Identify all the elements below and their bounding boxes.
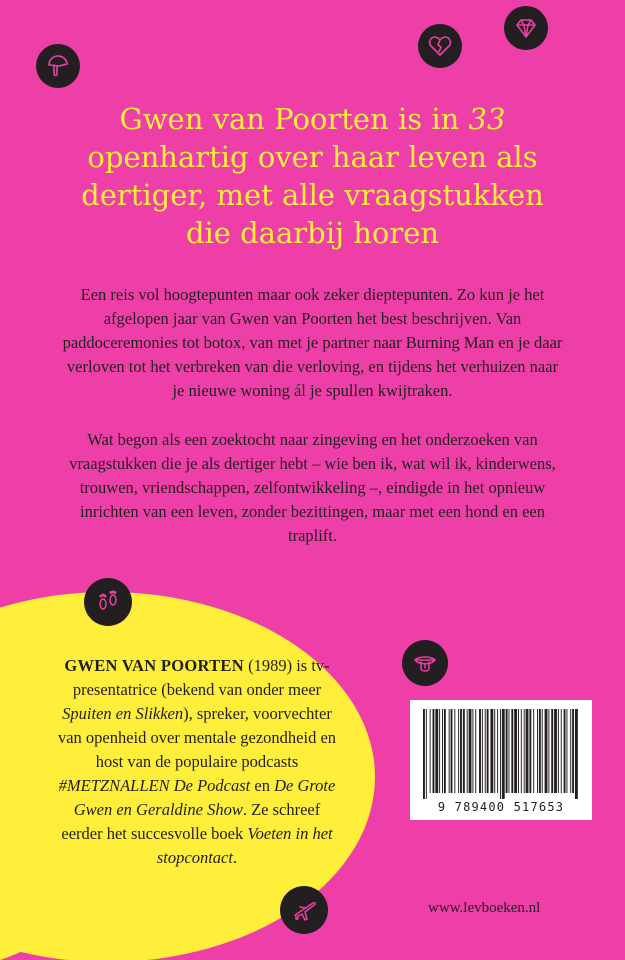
author-name: GWEN VAN POORTEN <box>64 656 244 675</box>
barcode-bar <box>482 709 483 793</box>
barcode-bar <box>572 709 574 793</box>
airplane-icon <box>280 886 328 934</box>
barcode-bar <box>485 709 486 793</box>
mouth-tongue-icon <box>402 640 448 686</box>
barcode-bar <box>502 709 505 799</box>
author-bio <box>52 654 342 870</box>
blurb-paragraph-1: Een reis vol hoogtepunten maar ook zeker dieptepunten. Zo kun je het afgelopen jaar van Gwen van Poorten het best beschrijven. Van paddoceremonies tot botox, van met je partner naar Burning Man en je daar verloven tot het verbreken van die verloving, en tijdens het verhuizen naar je nieuwe woning ál je spullen kwijtraken. <box>62 285 563 400</box>
barcode-bar <box>472 709 473 793</box>
barcode-bar <box>442 709 443 793</box>
barcode-bar <box>444 709 446 793</box>
diamond-icon <box>504 6 548 50</box>
bio-text: . Ze schreef eerder het succesvolle boek <box>61 800 321 843</box>
mushroom-icon <box>36 44 80 88</box>
barcode-bar <box>494 709 495 793</box>
speech-bubble-tail <box>0 860 120 960</box>
barcode-bar <box>475 709 476 793</box>
barcode-bar <box>533 709 534 793</box>
barcode-bar <box>463 709 465 793</box>
barcode-bar <box>551 709 553 793</box>
broken-heart-icon <box>418 24 462 68</box>
barcode-bar <box>539 709 541 793</box>
barcode-bar <box>509 709 510 793</box>
barcode-bar <box>548 709 549 793</box>
barcode-bar <box>542 709 543 793</box>
bio-title-grote-gwen-show: De Grote Gwen en Geraldine Show <box>73 776 336 819</box>
barcode-bar <box>439 709 440 793</box>
headline-italic-number: 33 <box>468 102 506 136</box>
barcode-bar <box>524 709 525 793</box>
barcode-bar <box>518 709 519 793</box>
barcode-bar <box>514 709 517 793</box>
barcode-bar <box>564 709 566 793</box>
bio-title-metznallen-podcast: #METZNALLEN De Podcast <box>58 776 251 795</box>
headline <box>60 100 565 252</box>
barcode-bar <box>423 709 425 799</box>
bio-text: . <box>232 848 238 867</box>
bio-text: is tv-presentatrice (bekend van onder meer <box>72 656 330 699</box>
barcode-bar <box>469 709 472 793</box>
barcode-bar <box>558 709 559 793</box>
barcode-bar <box>490 709 493 793</box>
barcode-bar <box>467 709 468 793</box>
barcode-bar <box>521 709 522 793</box>
barcode-bar <box>570 709 571 793</box>
bio-title-spuiten-en-slikken: Spuiten en Slikken <box>62 704 184 723</box>
barcode-bar <box>433 709 435 793</box>
headline-line: dertiger, met alle vraagstukken <box>81 178 544 212</box>
isbn-number: 9 789400 517653 <box>437 800 565 814</box>
footprints-icon <box>84 578 132 626</box>
barcode-bar <box>566 709 567 793</box>
barcode-bar <box>454 709 455 793</box>
publisher-website: www.levboeken.nl <box>428 900 541 916</box>
barcode-bar <box>511 709 513 793</box>
barcode-bar <box>487 709 489 793</box>
barcode-bar <box>526 709 529 793</box>
barcode-bar <box>554 709 557 793</box>
barcode-bar <box>451 709 453 793</box>
headline-line: die daarbij horen <box>185 216 440 250</box>
barcode <box>410 700 592 820</box>
barcode-bar <box>449 709 450 793</box>
barcode-bar <box>479 709 481 793</box>
barcode-bars <box>421 709 581 799</box>
barcode-bar <box>545 709 548 793</box>
barcode-bar <box>537 709 538 793</box>
bio-title-voeten-in-het-stopcontact: Voeten in het stopcontact <box>156 824 333 867</box>
blurb-paragraph-2: Wat begon als een zoektocht naar zingeving en het onderzoeken van vraagstukken die je als dertiger hebt – wie ben ik, wat wil ik, kinderwens, trouwen, vriendschappen, zelfontwikkeling –, eindigde in het opnieuw inrichten van een leven, zonder bezittingen, maar met een hond en een traplift. <box>69 430 556 545</box>
barcode-bar <box>500 709 501 799</box>
barcode-bar <box>460 709 462 793</box>
barcode-bar <box>458 709 459 793</box>
bio-text: ), spreker, voorvechter van openheid over mentale gezondheid en host van de populaire podcasts <box>57 704 337 771</box>
headline-line: openhartig over haar leven als <box>87 140 538 174</box>
author-birth-year: (1989) <box>243 656 293 675</box>
barcode-bar <box>561 709 562 793</box>
bio-text: en <box>250 776 275 795</box>
barcode-bar <box>575 709 578 799</box>
barcode-bar <box>497 709 498 793</box>
barcode-bar <box>426 709 427 799</box>
barcode-bar <box>529 709 531 793</box>
barcode-bar <box>506 709 508 793</box>
barcode-bar <box>435 709 438 793</box>
headline-line: Gwen van Poorten is in <box>119 102 469 136</box>
barcode-bar <box>430 709 431 793</box>
